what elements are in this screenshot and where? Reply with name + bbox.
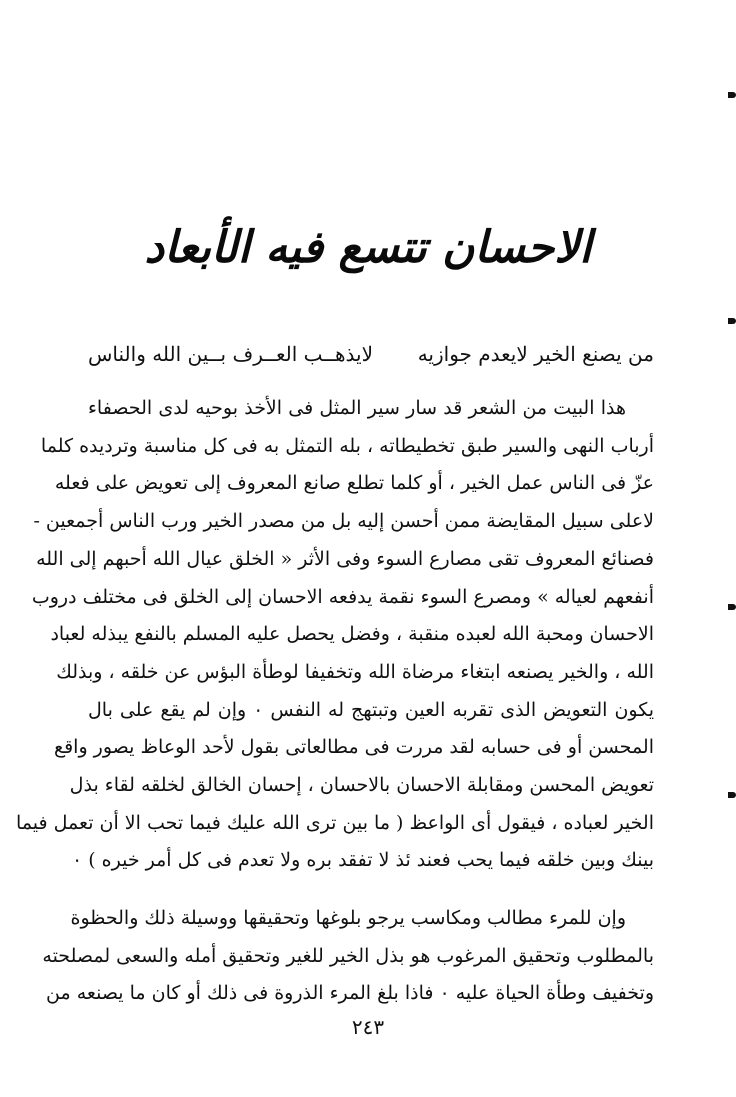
text-line: بالمطلوب وتحقيق المرغوب هو بذل الخير للغير وتحقيق أمله والسعى لمصلحته <box>42 944 654 967</box>
text-line: وإن للمرء مطالب ومكاسب يرجو بلوغها وتحقيقها ووسيلة ذلك والحظوة <box>70 907 626 929</box>
margin-mark <box>728 92 736 98</box>
verse-right-hemistich: من يصنع الخير لايعدم جوازيه <box>417 342 654 366</box>
text-line: لاعلى سبيل المقايضة ممن أحسن إليه بل من مصدر الخير ورب الناس أجمعين - <box>33 510 654 533</box>
chapter-title: الاحسان تتسع فيه الأبعاد <box>144 222 592 273</box>
verse-left-hemistich: لايذهــب العــرف بــين الله والناس <box>88 342 373 366</box>
text-line: وتخفيف وطأة الحياة عليه ٠ فاذا بلغ المرء الذروة فى ذلك أو كان ما يصنعه من <box>46 982 654 1005</box>
poetry-verse <box>88 336 654 372</box>
text-line: أرباب النهى والسير طبق تخطيطاته ، بله التمثل به فى كل مناسبة وترديده كلما <box>40 434 654 457</box>
text-line: الاحسان ومحبة الله لعبده منقبة ، وفضل يحصل عليه المسلم بالنفع يبذله لعباد <box>50 623 654 646</box>
paragraph-2 <box>42 900 654 1013</box>
text-line: أنفعهم لعياله » ومصرع السوء نقمة يدفعه الاحسان إلى الخلق فى مختلف دروب <box>31 585 654 608</box>
margin-mark <box>728 604 736 610</box>
text-line: عزّ فى الناس عمل الخير ، أو كلما تطلع صانع المعروف إلى تعويض على فعله <box>54 472 654 495</box>
page-number: ٢٤٣ <box>351 1015 385 1039</box>
text-line: الخير لعباده ، فيقول أى الواعظ ( ما بين ترى الله عليك فيما تحب الا أن تعمل فيما <box>16 811 654 834</box>
paragraph-1 <box>16 390 654 880</box>
text-line: الله ، والخير يصنعه ابتغاء مرضاة الله وتخفيفا لوطأة البؤس عن خلقه ، وبذلك <box>56 660 654 683</box>
text-line: تعويض المحسن ومقابلة الاحسان بالاحسان ، إحسان الخالق لخلقه لقاء بذل <box>69 774 654 797</box>
text-line: هذا البيت من الشعر قد سار سير المثل فى الأخذ بوحيه لدى الحصفاء <box>88 397 626 419</box>
text-line: بينك وبين خلقه فيما يحب فعند ئذ لا تفقد بره ولا تعدم فى كل أمر خيره ) ٠ <box>71 849 654 872</box>
margin-mark <box>728 318 736 324</box>
text-line: المحسن أو فى حسابه لقد مررت فى مطالعاتى بقول لأحد الوعاظ يصور واقع <box>53 736 654 759</box>
text-line: فصنائع المعروف تقى مصارع السوء وفى الأثر « الخلق عيال الله أحبهم إلى الله <box>36 547 654 570</box>
text-line: يكون التعويض الذى تقربه العين وتبتهج له النفس ٠ وإن لم يقع على بال <box>88 698 654 721</box>
margin-mark <box>728 792 736 798</box>
